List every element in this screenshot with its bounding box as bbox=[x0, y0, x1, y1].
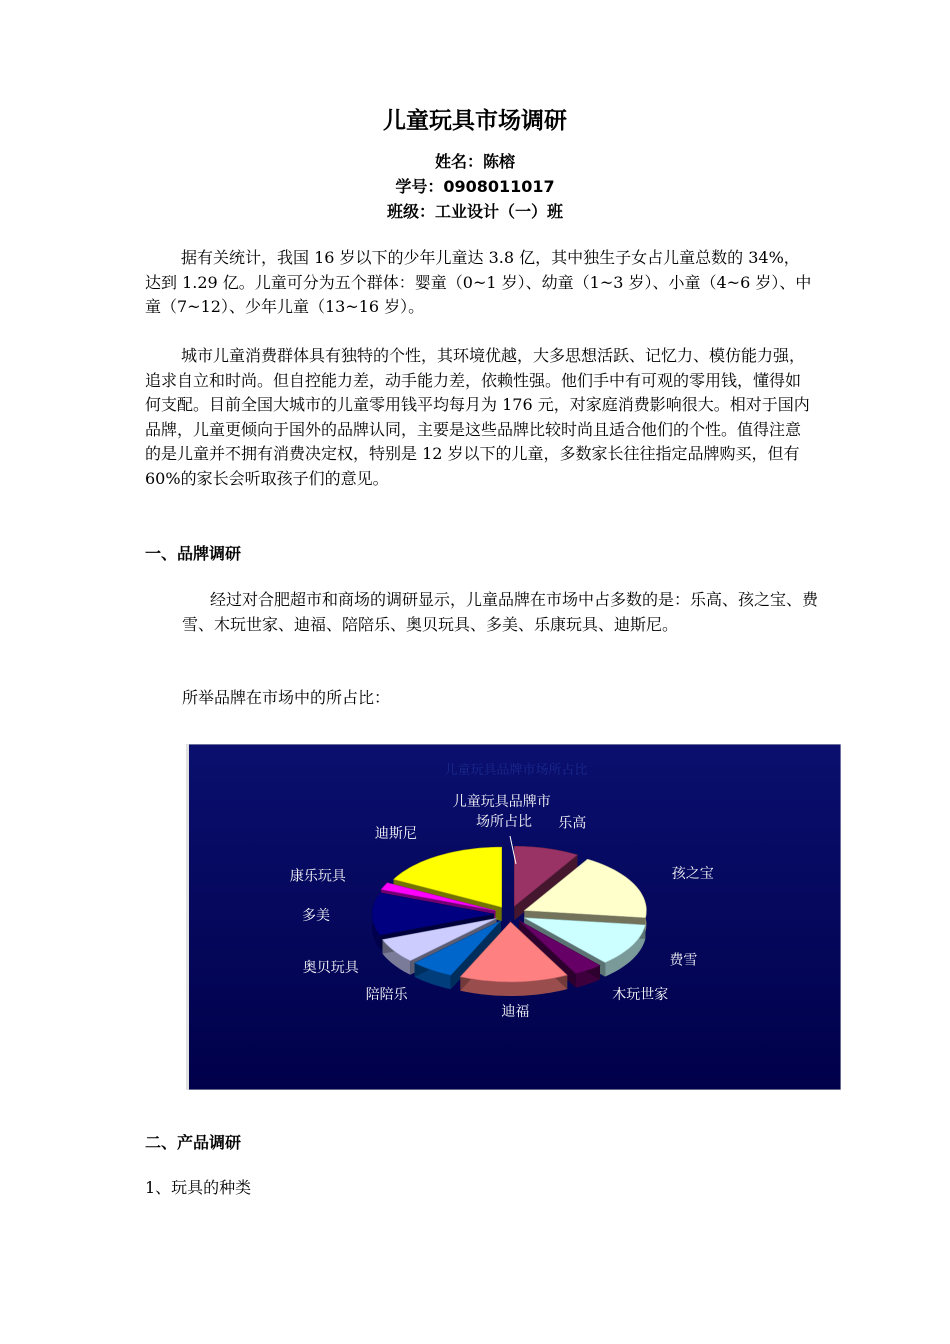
pie-label-1: 乐高 bbox=[558, 815, 587, 832]
author-name: 姓名：陈榕 bbox=[434, 152, 515, 171]
series-label: 儿童玩具品牌市 场所占比 bbox=[452, 794, 551, 830]
pie-label-3: 费雪 bbox=[669, 952, 698, 969]
pie-label-6: 陪陪乐 bbox=[365, 987, 408, 1003]
pie-label-2: 孩之宝 bbox=[671, 866, 714, 882]
pie-chart-svg bbox=[186, 744, 841, 1090]
pie-label-4: 木玩世家 bbox=[612, 987, 669, 1003]
section-brand-heading: 一、品牌调研 bbox=[145, 544, 242, 563]
consumer-paragraph: 城市儿童消费群体具有独特的个性，其环境优越，大多思想活跃、记忆力、模仿能力强，追求自立和时尚。但自控能力差，动手能力差，依赖性强。他们手中有可观的零用钱，懂得如何支配。目前全国大城市的儿童零用钱平均每月为 176 元，对家庭消费影响很大。相对于国内品牌，儿童更倾向于国外的品牌认同，主要是这些品牌比较时尚且适合他们的个性。值得注意的是儿童并不拥有消费决定权，特别是 12 岁以下的儿童，多数家长往往指定品牌购买，但有 60%的家长会听取孩子们的意见。 bbox=[145, 346, 810, 488]
brand-share-intro: 所举品牌在市场中的所占比： bbox=[182, 688, 391, 707]
chart-title: 儿童玩具品牌市场所占比 bbox=[444, 763, 588, 778]
section-product-heading: 二、产品调研 bbox=[145, 1133, 242, 1152]
pie-label-7: 奥贝玩具 bbox=[302, 960, 359, 977]
pie-label-10: 迪斯尼 bbox=[374, 825, 417, 842]
class-info: 班级：工业设计（一）班 bbox=[386, 202, 563, 221]
subsection-toy-types: 1、玩具的种类 bbox=[145, 1178, 252, 1197]
intro-paragraph: 据有关统计，我国 16 岁以下的少年儿童达 3.8 亿，其中独生子女占儿童总数的 34%，达到 1.29 亿。儿童可分为五个群体：婴童（0~1 岁）、幼童（1~3 岁）、小童（4~6 岁）、中童（7~12）、少年儿童（13~16 岁）。 bbox=[145, 248, 812, 316]
pie-label-5: 迪福 bbox=[501, 1004, 530, 1020]
chart-left-border bbox=[186, 744, 189, 1090]
document-title: 儿童玩具市场调研 bbox=[383, 108, 567, 134]
pie-label-8: 多美 bbox=[302, 908, 330, 924]
brand-paragraph: 经过对合肥超市和商场的调研显示，儿童品牌在市场中占多数的是：乐高、孩之宝、费雪、木玩世家、迪福、陪陪乐、奥贝玩具、多美、乐康玩具、迪斯尼。 bbox=[182, 590, 819, 634]
student-id: 学号：0908011017 bbox=[395, 177, 555, 196]
brand-share-chart bbox=[186, 744, 841, 1090]
pie-label-9: 康乐玩具 bbox=[289, 868, 346, 885]
